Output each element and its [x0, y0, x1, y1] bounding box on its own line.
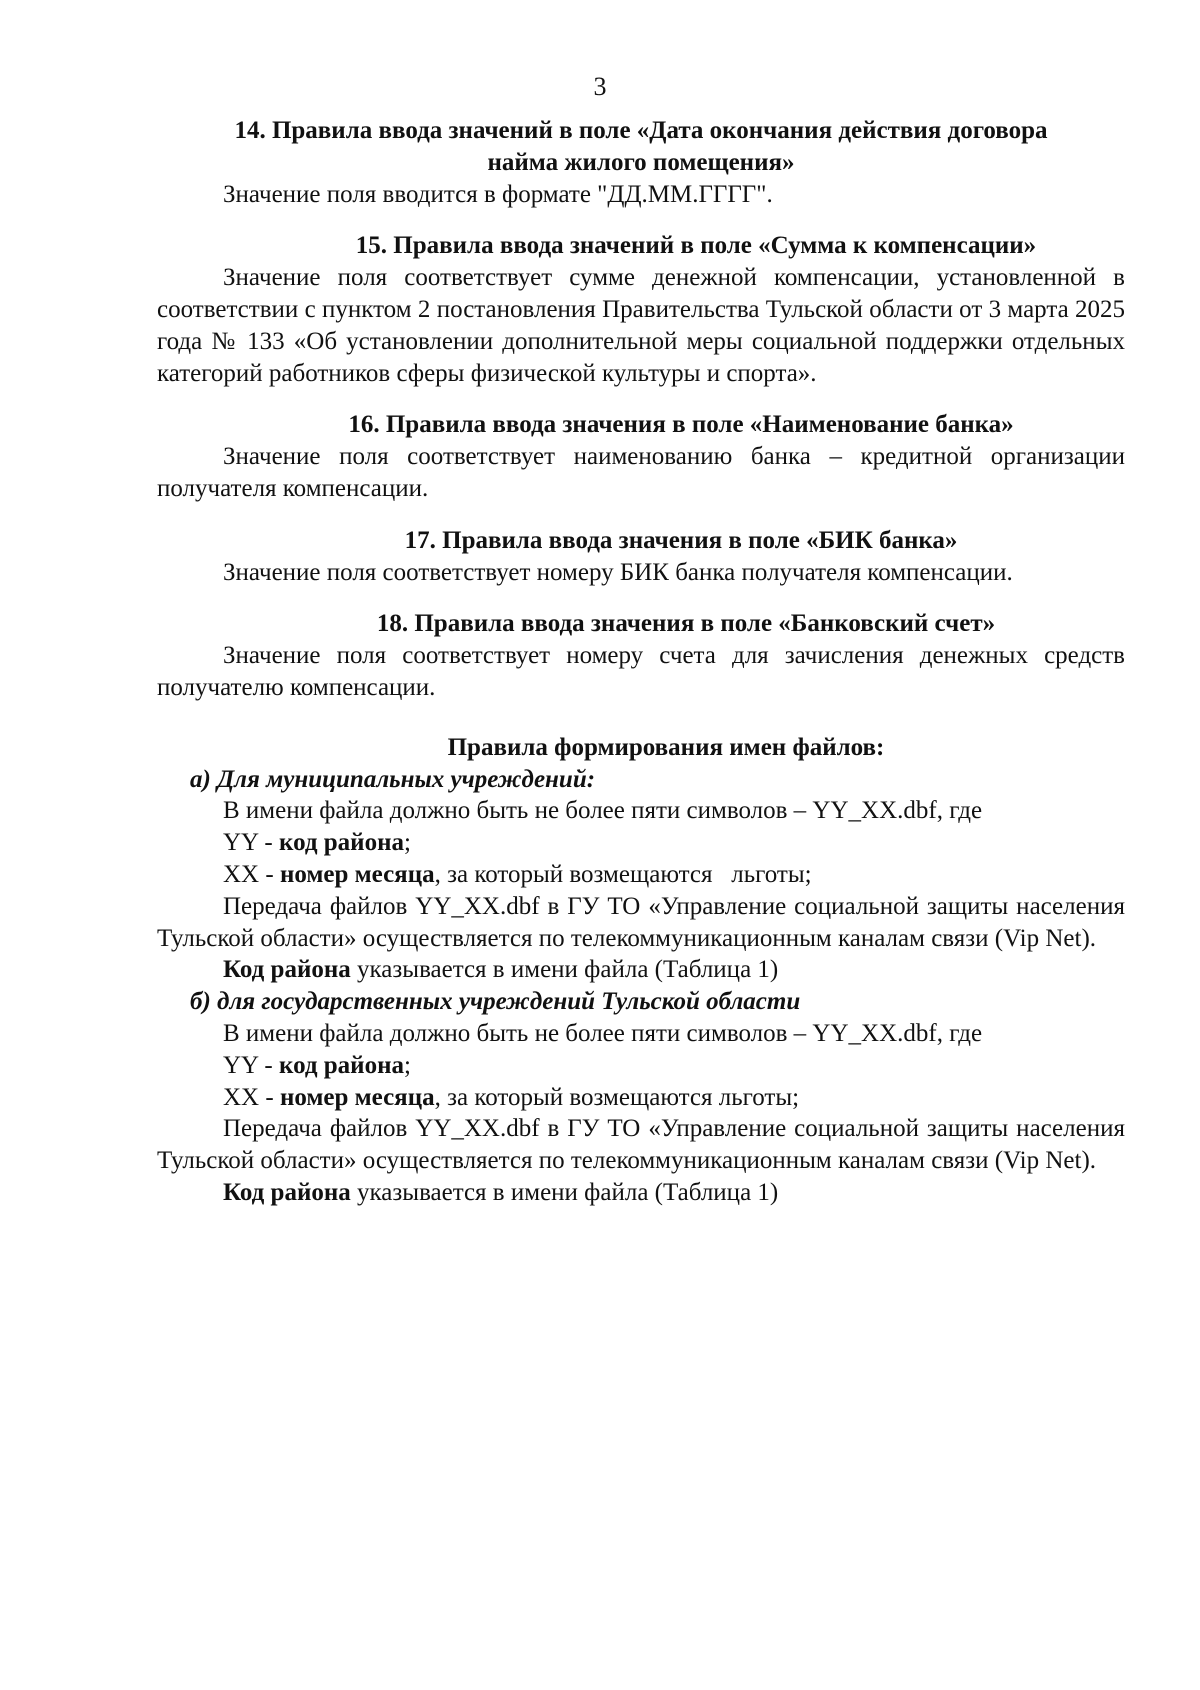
section-14-heading-line1: 14. Правила ввода значений в поле «Дата окончания действия договора	[234, 117, 1048, 144]
page-number: 3	[593, 72, 607, 101]
rule-a-yy-tail: ;	[403, 829, 411, 857]
section-14-text: Значение поля вводится в формате "ДД.ММ.ГГГГ".	[223, 180, 773, 208]
section-15-heading: 15. Правила ввода значений в поле «Сумма к компенсации»	[355, 232, 1037, 260]
rule-b-xx	[157, 1082, 1125, 1114]
rule-a-name-rule: В имени файла должно быть не более пяти символов – YY_XX.dbf, где	[223, 797, 983, 825]
rule-a-title: а) Для муниципальных учреждений:	[190, 765, 596, 793]
section-17-heading: 17. Правила ввода значения в поле «БИК банка»	[404, 526, 958, 554]
rule-b-transfer: Передача файлов YY_XX.dbf в ГУ ТО «Управление социальной защиты населения Тульской области» осуществляется по телекоммуникационным каналам связи (Vip Net).	[157, 1115, 1125, 1175]
rule-a-code	[157, 954, 1125, 986]
section-17	[157, 525, 1125, 589]
rule-a-xx-code: XX -	[223, 860, 280, 888]
rule-a-yy-label: код района	[279, 829, 404, 857]
section-15-text: Значение поля соответствует сумме денежной компенсации, установленной в соответствии с пунктом 2 постановления Правительства Тульской области от 3 марта 2025 года № 133 «Об установлении дополнительной меры социальной поддержки отдельных категорий работников сферы физической культуры и спорта».	[157, 264, 1125, 387]
rule-b-yy-tail: ;	[403, 1051, 411, 1079]
rule-b-yy-code: YY -	[223, 1051, 280, 1079]
rule-a-xx	[157, 859, 1125, 891]
section-16-text: Значение поля соответствует наименованию банка – кредитной организации получателя компенсации.	[157, 443, 1125, 502]
file-rules-heading: Правила формирования имен файлов:	[447, 733, 885, 761]
rule-b-yy	[157, 1050, 1125, 1082]
rule-a-code-label: Код района	[223, 956, 351, 984]
rule-b-code	[157, 1177, 1125, 1209]
rule-b-name-rule: В имени файла должно быть не более пяти символов – YY_XX.dbf, где	[223, 1019, 983, 1047]
rule-b-code-tail: указывается в имени файла (Таблица 1)	[350, 1178, 779, 1206]
section-14	[157, 115, 1125, 210]
section-16	[157, 409, 1125, 504]
document-body	[157, 115, 1125, 1209]
section-18-heading: 18. Правила ввода значения в поле «Банковский счет»	[376, 610, 996, 638]
rule-b-yy-label: код района	[279, 1051, 404, 1079]
file-naming-rules	[157, 732, 1125, 1209]
section-15	[157, 230, 1125, 389]
rule-b-title: б) для государственных учреждений Тульской области	[190, 988, 801, 1016]
rule-a-transfer: Передача файлов YY_XX.dbf в ГУ ТО «Управление социальной защиты населения Тульской области» осуществляется по телекоммуникационным каналам связи (Vip Net).	[157, 892, 1125, 952]
rule-a-xx-tail: , за который возмещаются льготы;	[434, 860, 812, 888]
rule-b-xx-code: XX -	[223, 1083, 280, 1111]
section-14-heading-line2: найма жилого помещения»	[487, 148, 795, 176]
rule-a-xx-label: номер месяца	[279, 860, 435, 888]
rule-b-code-label: Код района	[223, 1178, 351, 1206]
rule-a-yy	[157, 827, 1125, 859]
section-18-text: Значение поля соответствует номеру счета для зачисления денежных средств получателю компенсации.	[157, 642, 1125, 701]
section-18	[157, 608, 1125, 703]
rule-b-xx-tail: , за который возмещаются льготы;	[434, 1083, 800, 1111]
rule-a-code-tail: указывается в имени файла (Таблица 1)	[350, 956, 779, 984]
rule-a-yy-code: YY -	[223, 829, 280, 857]
section-16-heading: 16. Правила ввода значения в поле «Наименование банка»	[348, 411, 1014, 439]
rule-b-xx-label: номер месяца	[279, 1083, 435, 1111]
section-17-text: Значение поля соответствует номеру БИК банка получателя компенсации.	[223, 558, 1013, 586]
